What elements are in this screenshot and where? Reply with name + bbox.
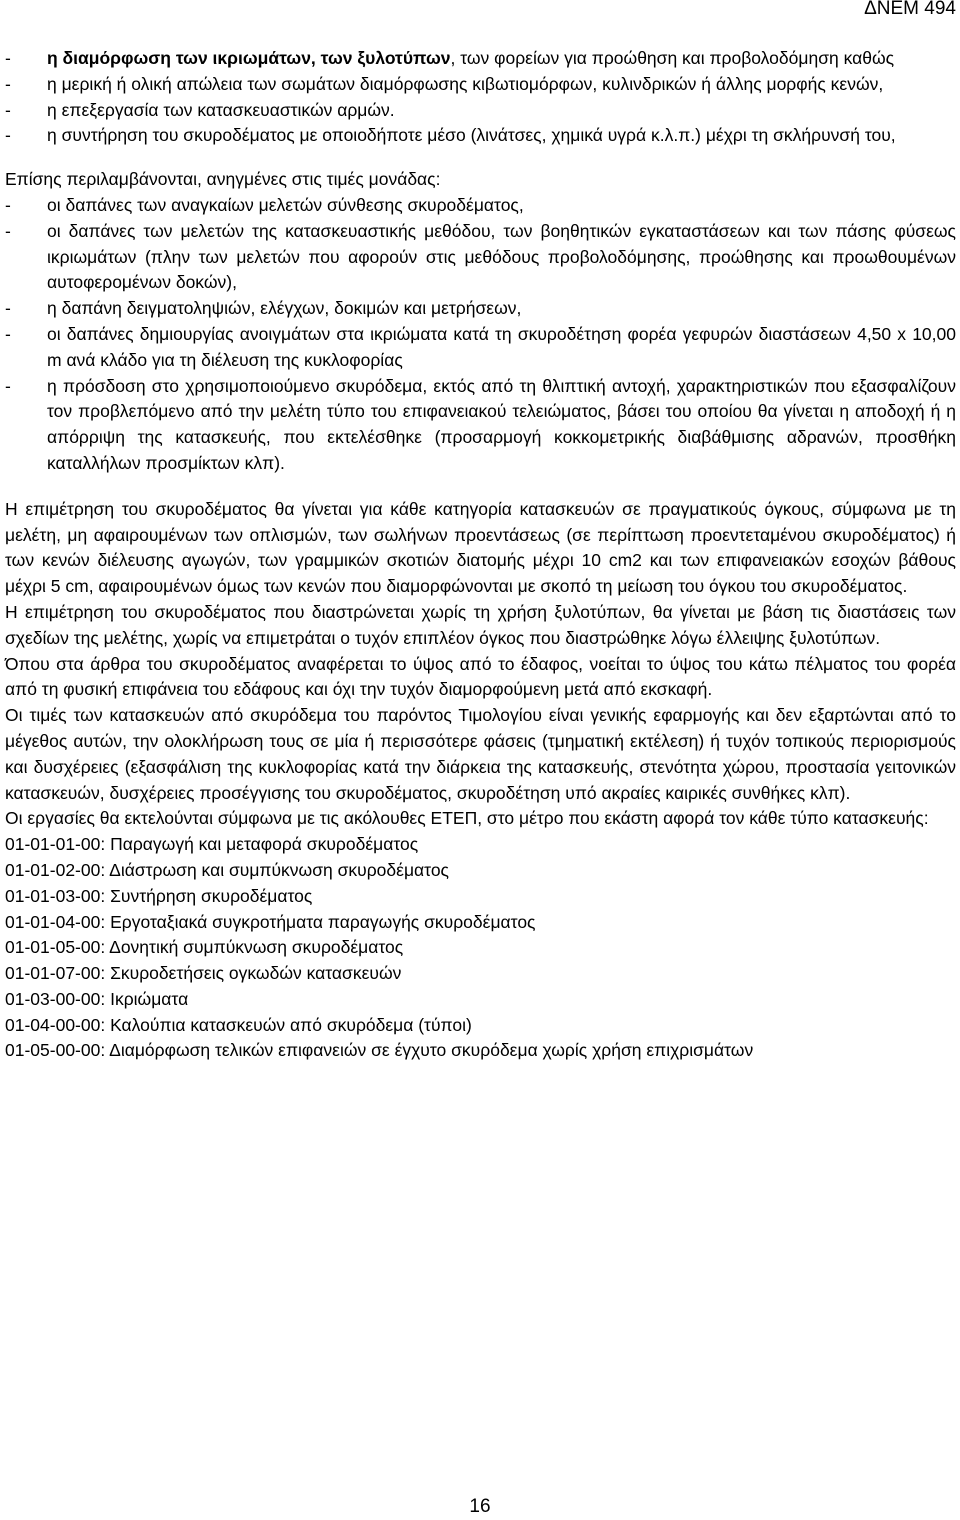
etep-code: 01-01-03-00:	[5, 885, 106, 906]
etep-description: Ικριώματα	[110, 988, 189, 1009]
list-bullet: -	[5, 125, 11, 146]
list-item-text-rest: , των φορείων για προώθηση και προβολοδόμηση καθώς	[450, 48, 895, 68]
list-item	[5, 374, 956, 477]
etep-description: Παραγωγή και μεταφορά σκυροδέματος	[110, 834, 419, 855]
list-item-text	[47, 46, 956, 72]
etep-description: Διαμόρφωση τελικών επιφανειών σε έγχυτο σκυρόδεμα χωρίς χρήση επιχρισμάτων	[109, 1040, 754, 1061]
list-item	[5, 46, 956, 72]
etep-description: Διάστρωση και συμπύκνωση σκυροδέματος	[109, 859, 449, 880]
list-item	[5, 884, 956, 910]
list-bullet: -	[5, 323, 11, 344]
list-item-text: οι δαπάνες δημιουργίας ανοιγμάτων στα ικριώματα κατά τη σκυροδέτηση φορέα γεφυρών διαστάσεων 4,50 x 10,00 m ανά κλάδο για τη διέλευση της κυκλοφορίας	[47, 323, 956, 370]
list-item	[5, 322, 956, 374]
list-item	[5, 193, 956, 219]
intro-line: Επίσης περιλαμβάνονται, ανηγμένες στις τιμές μονάδας:	[5, 169, 441, 190]
list-item-text: η μερική ή ολική απώλεια των σωμάτων διαμόρφωσης κιβωτιομόρφων, κυλινδρικών ή άλλης μορφής κενών,	[47, 73, 884, 94]
list-bullet: -	[5, 48, 11, 68]
paragraph-height: Όπου στα άρθρα του σκυροδέματος αναφέρεται το ύψος από το έδαφος, νοείται το ύψος του κάτω πέλματος του φορέα από τη φυσική επιφάνεια του εδάφους και όχι την τυχόν διαμορφούμενη μετά από εκσκαφή.	[5, 653, 956, 700]
list-bullet: -	[5, 298, 11, 319]
paragraph-measurement: Η επιμέτρηση του σκυροδέματος θα γίνεται για κάθε κατηγορία κατασκευών σε πραγματικούς όγκους, σύμφωνα με τη μελέτη, μη αφαιρουμένων των οπλισμών, των σωλήνων προεντάσεως (σε περίπτωση προεντεταμένου σκυροδέματος) ή των κενών διέλευσης αγωγών, των γραμμικών σκοτιών διατομής μέχρι 10 cm2 και των επιφανειακών εσοχών βάθους μέχρι 5 cm, αφαιρουμένων όμως των κενών που διαμορφώνονται με σκοπό τη μείωση του όγκου του σκυροδέματος.	[5, 498, 956, 597]
list-item	[5, 987, 956, 1013]
paragraph-prices: Οι τιμές των κατασκευών από σκυρόδεμα του παρόντος Τιμολογίου είναι γενικής εφαρμογής και δεν εξαρτώνται από το μέγεθος αυτών, την ολοκλήρωση τους σε μία ή περισσότερε φάσεις (τμηματική εκτέλεση) ή τυχόν τοπικούς περιορισμούς και δυσχέρειες (εξασφάλιση της κυκλοφορίας κατά την διάρκεια της κατασκευής, στενότητα χώρου, προστασία γειτονικών κατασκευών, δυσχέρειες προσέγγισης του σκυροδέματος, σκυροδέτηση υπό ακραίες καιρικές συνθήκες κλπ).	[5, 705, 956, 803]
list-bullet: -	[5, 99, 11, 120]
etep-list	[5, 832, 956, 1064]
etep-code: 01-01-05-00:	[5, 937, 106, 958]
bold-phrase: η διαμόρφωση των ικριωμάτων, των ξυλοτύπων	[47, 48, 451, 68]
list-bullet: -	[5, 194, 11, 215]
list-item	[5, 858, 956, 884]
page-number: 16	[469, 1496, 491, 1517]
document-body	[5, 46, 956, 1064]
document-code: ΔΝΕΜ 494	[864, 0, 956, 19]
list-item	[5, 98, 956, 124]
included-works-list	[5, 46, 956, 149]
list-item	[5, 1038, 956, 1064]
etep-description: Συντήρηση σκυροδέματος	[110, 885, 313, 906]
included-costs-list	[5, 193, 956, 477]
list-item	[5, 296, 956, 322]
etep-description: Καλούπια κατασκευών από σκυρόδεμα (τύποι)	[110, 1014, 472, 1035]
etep-code: 01-03-00-00:	[5, 988, 106, 1009]
list-item	[5, 935, 956, 961]
list-item-text: η δαπάνη δειγματοληψιών, ελέγχων, δοκιμών και μετρήσεων,	[47, 298, 522, 319]
etep-description: Σκυροδετήσεις ογκωδών κατασκευών	[110, 963, 402, 984]
list-item-text: οι δαπάνες των μελετών της κατασκευαστικής μεθόδου, των βοηθητικών εγκαταστάσεων και των πάσης φύσεως ικριωμάτων (πλην των μελετών που αφορούν στις μεθόδους προβολοδόμησης, προώθησης και προωθουμένων αυτοφερομένων δοκών),	[47, 220, 956, 293]
list-item	[5, 72, 956, 98]
list-item	[5, 910, 956, 936]
etep-code: 01-01-01-00:	[5, 834, 106, 855]
etep-code: 01-05-00-00:	[5, 1040, 106, 1061]
list-bullet: -	[5, 375, 11, 396]
list-item	[5, 1013, 956, 1039]
list-item	[5, 219, 956, 296]
list-item	[5, 123, 956, 149]
list-item-text: οι δαπάνες των αναγκαίων μελετών σύνθεσης σκυροδέματος,	[47, 194, 524, 215]
list-bullet: -	[5, 73, 11, 94]
list-item	[5, 832, 956, 858]
list-bullet: -	[5, 220, 11, 241]
list-item	[5, 961, 956, 987]
paragraph-etep: Οι εργασίες θα εκτελούνται σύμφωνα με τις ακόλουθες ΕΤΕΠ, στο μέτρο που εκάστη αφορά τον κάθε τύπο κατασκευής:	[5, 808, 929, 829]
list-item-text: η συντήρηση του σκυροδέματος με οποιοδήποτε μέσο (λινάτσες, χημικά υγρά κ.λ.π.) μέχρι τη σκλήρυνσή του,	[47, 125, 896, 146]
list-item-text: η επεξεργασία των κατασκευαστικών αρμών.	[47, 99, 395, 120]
etep-description: Δονητική συμπύκνωση σκυροδέματος	[109, 937, 404, 958]
etep-code: 01-01-02-00:	[5, 859, 106, 880]
etep-code: 01-01-07-00:	[5, 963, 106, 984]
etep-code: 01-01-04-00:	[5, 911, 106, 932]
etep-code: 01-04-00-00:	[5, 1014, 106, 1035]
paragraph-no-formwork: Η επιμέτρηση του σκυροδέματος που διαστρώνεται χωρίς τη χρήση ξυλοτύπων, θα γίνεται με βάση τις διαστάσεις των σχεδίων της μελέτης, χωρίς να επιμετράται ο τυχόν επιπλέον όγκος που διαστρώθηκε λόγω έλλειψης ξυλοτύπων.	[5, 601, 956, 648]
etep-description: Εργοταξιακά συγκροτήματα παραγωγής σκυροδέματος	[110, 911, 536, 932]
list-item-text: η πρόσδοση στο χρησιμοποιούμενο σκυρόδεμα, εκτός από τη θλιπτική αντοχή, χαρακτηριστικών που εξασφαλίζουν τον προβλεπόμενο από την μελέτη τύπο του επιφανειακού τελειώματος, βάσει του οποίου θα γίνεται η αποδοχή ή η απόρριψη της κατασκευής, που εκτελέσθηκε (προσαρμογή κοκκομετρικής διαβάθμισης αδρανών, προσθήκη καταλλήλων προσμίκτων κλπ).	[47, 375, 956, 473]
